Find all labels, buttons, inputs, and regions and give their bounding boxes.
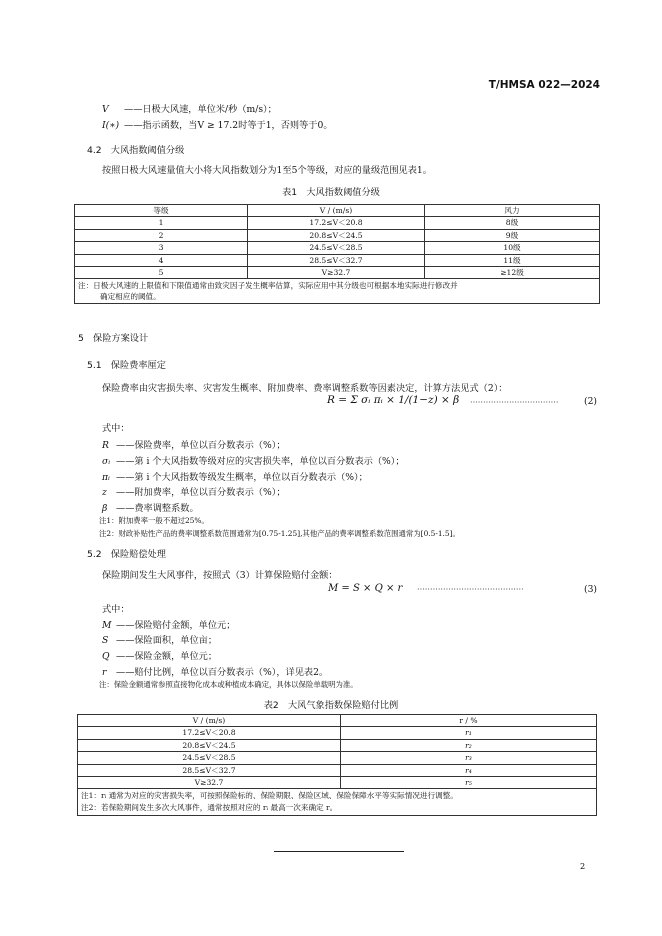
- def-sigma: σᵢ ——第 i 个大风指数等级对应的灾害损失率，单位以百分数表示（%）；: [102, 456, 405, 467]
- table2-note: 注1：rᵢ 通常为对应的灾害损失率，可按照保险标的、保险期限、保险区域、保险保障水平等实际情况进行调整。 注2：若保险期间发生多次大风事件，通常按照对应的 rᵢ 最高一次来确定 r。: [78, 789, 597, 816]
- def-z: z ——附加费率，单位以百分数表示（%）；: [102, 487, 286, 498]
- section-5-1-body: 保险费率由灾害损失率、灾害发生概率、附加费率、费率调整系数等因素决定，计算方法见式（2）：: [102, 383, 508, 394]
- table-row: 2 20.8≤V＜24.5 9级: [75, 229, 600, 241]
- table2-header: r / %: [341, 715, 597, 727]
- table2-caption: 表2 大风气象指数保险赔付比例: [263, 700, 399, 711]
- page-number: 2: [580, 861, 586, 871]
- table1-note-row: [75, 279, 600, 304]
- section-4-2-body: 按照日极大风速量值大小将大风指数划分为1至5个等级，对应的量级范围见表1。: [102, 165, 432, 176]
- standard-number: T/HMSA 022—2024: [488, 79, 600, 91]
- footer-rule: [274, 851, 404, 852]
- table-row: 17.2≤V＜20.8 r₁: [78, 727, 597, 739]
- table1-header: 风力: [425, 205, 600, 217]
- section-5-2-body: 保险期间发生大风事件，按照式（3）计算保险赔付金额：: [102, 570, 338, 581]
- section-5-1-note2: 注2：财政补贴性产品的费率调整系数范围通常为[0.75-1.25],其他产品的费率调整系数范围通常为[0.5-1.5]。: [99, 529, 460, 538]
- table-row: 1 17.2≤V＜20.8 8级: [75, 217, 600, 229]
- table-row: 5 V≥32.7 ≥12级: [75, 267, 600, 279]
- table1-note: 注：日极大风速的上限值和下限值通常由致灾因子发生概率估算，实际应用中其分级也可根据本地实际进行修改并 确定相应的阈值。: [75, 279, 600, 304]
- section-5-2-title: 5.2 保险赔偿处理: [87, 549, 166, 560]
- section-4-2-title: 4.2 大风指数阈值分级: [87, 145, 185, 156]
- def-m: M ——保险赔付金额，单位元；: [102, 620, 236, 631]
- def-v: V ——日极大风速，单位米/秒（m/s）；: [102, 104, 277, 115]
- table1-header-row: [75, 205, 600, 217]
- formula-2: R = Σ σᵢ πᵢ × 1/(1−z) × β: [327, 394, 460, 406]
- section-5-2-note: 注：保险金额通常参照直接物化成本或种植成本确定，具体以保险单载明为准。: [99, 680, 358, 689]
- table1: [74, 204, 600, 304]
- section-5-1-note1: 注1：附加费率一般不超过25%。: [99, 516, 209, 525]
- table1-header: 等级: [75, 205, 248, 217]
- section-5-title: 5 保险方案设计: [78, 333, 149, 344]
- table-row: V≥32.7 r₅: [78, 777, 597, 789]
- def-indicator: I(∗) ——指示函数，当V ≥ 17.2时等于1，否则等于0。: [102, 120, 333, 131]
- table-row: 24.5≤V＜28.5 r₃: [78, 752, 597, 764]
- section-5-1-title: 5.1 保险费率厘定: [87, 360, 166, 371]
- def-r: R ——保险费率，单位以百分数表示（%）；: [102, 440, 286, 451]
- table1-caption: 表1 大风指数阈值分级: [282, 187, 380, 198]
- table1-header: V / (m/s): [248, 205, 425, 217]
- table2-note-row: [78, 789, 597, 816]
- table-row: 4 28.5≤V＜32.7 11级: [75, 254, 600, 266]
- table2: [77, 714, 597, 816]
- section-5-1-shizhong: 式中：: [102, 423, 130, 434]
- formula-3-number: (3): [584, 584, 598, 595]
- section-5-2-shizhong: 式中：: [102, 604, 130, 615]
- def-small-r: r ——赔付比例，单位以百分数表示（%），详见表2。: [102, 667, 329, 678]
- table-row: 3 24.5≤V＜28.5 10级: [75, 242, 600, 254]
- formula-3: M = S × Q × r: [328, 583, 403, 594]
- table2-header: V / (m/s): [78, 715, 341, 727]
- def-q: Q ——保险金额，单位元；: [102, 651, 218, 662]
- table2-header-row: [78, 715, 597, 727]
- def-pi: πᵢ ——第 i 个大风指数等级发生概率，单位以百分数表示（%）；: [102, 472, 368, 483]
- formula-3-leader: ·········································: [417, 584, 524, 594]
- def-beta: β ——费率调整系数。: [102, 503, 199, 514]
- formula-2-number: (2): [584, 396, 598, 407]
- table-row: 20.8≤V＜24.5 r₂: [78, 739, 597, 751]
- table-row: 28.5≤V＜32.7 r₄: [78, 764, 597, 776]
- def-s: S ——保险面积，单位亩；: [102, 635, 218, 646]
- formula-2-leader: ··································: [470, 397, 559, 407]
